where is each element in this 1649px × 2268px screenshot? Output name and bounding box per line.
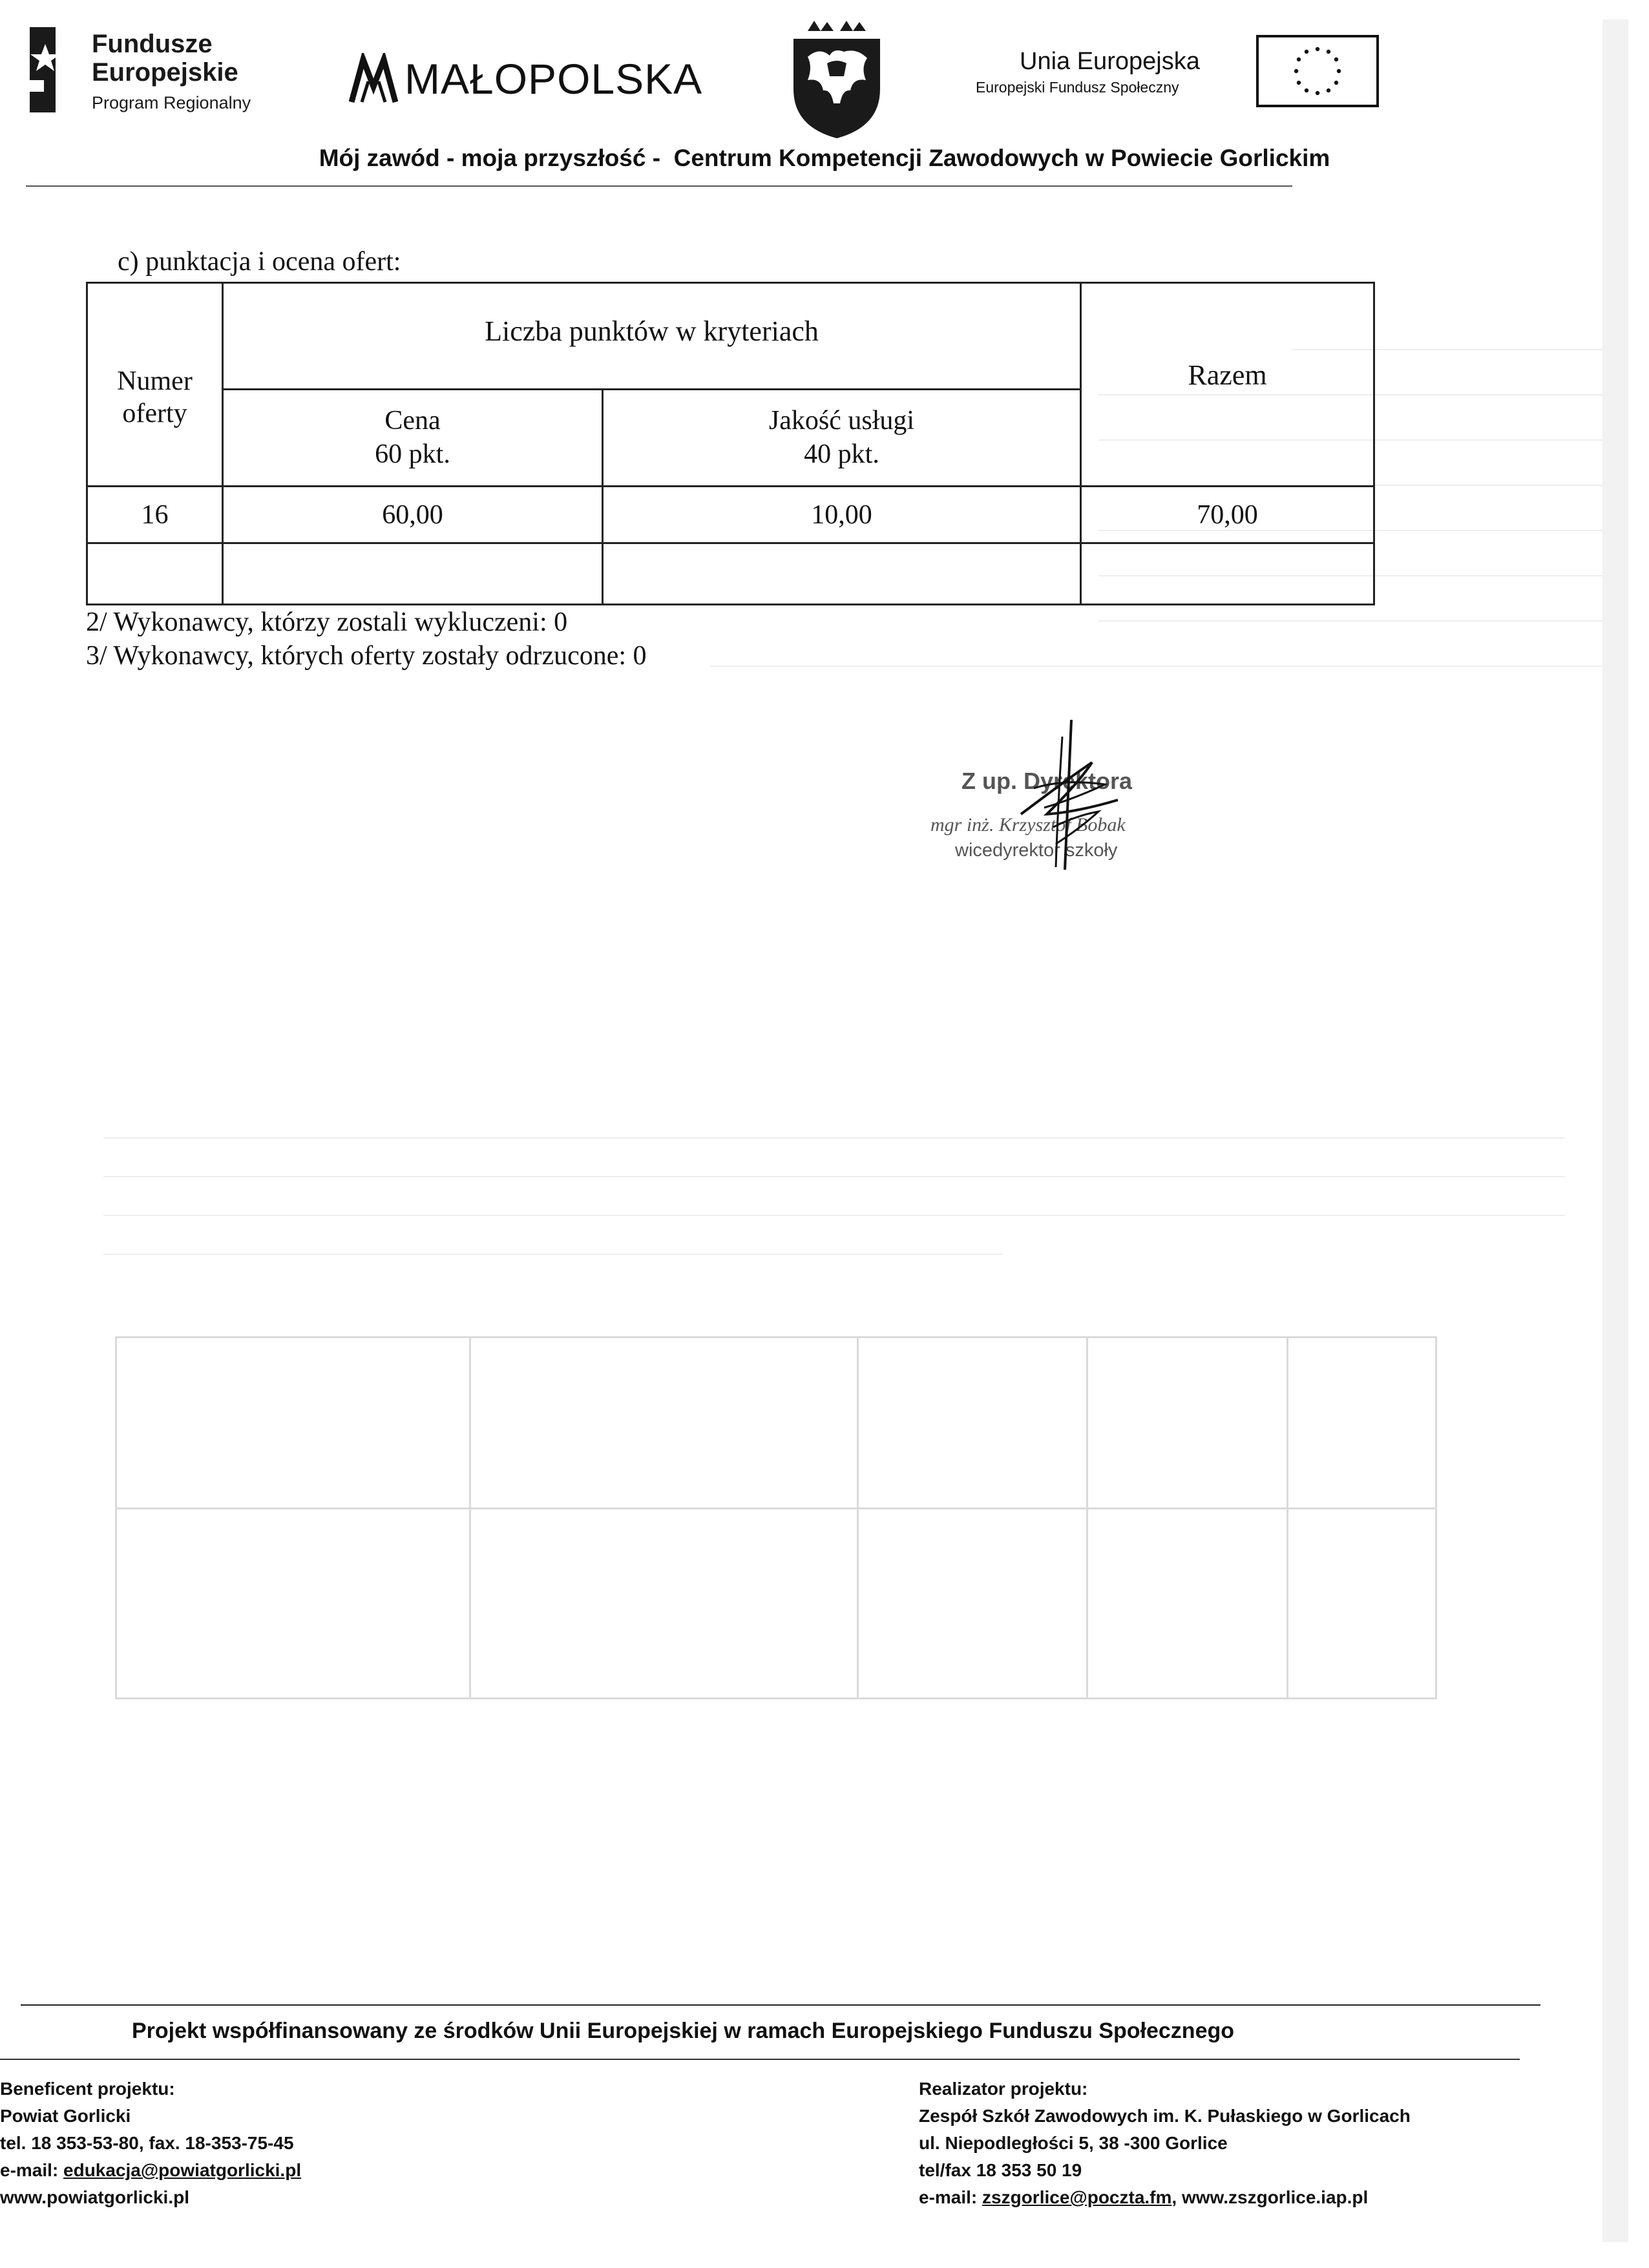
stamp-line2: mgr inż. Krzysztof Bobak — [930, 814, 1126, 835]
footer-rule-bottom — [0, 2059, 1520, 2060]
header-price-weight: 60 pkt. — [375, 439, 450, 469]
fe-line2: Europejskie — [92, 58, 238, 87]
fe-line3: Program Regionalny — [92, 93, 251, 112]
beneficiary-name: Powiat Gorlicki — [0, 2106, 131, 2126]
realizer-web[interactable]: , www.zszgorlice.iap.pl — [1171, 2187, 1369, 2207]
fundusze-europejskie-logo — [26, 25, 330, 121]
header-quality-weight: 40 pkt. — [804, 439, 879, 469]
table-row-empty — [87, 543, 1374, 605]
scan-edge-shadow — [1602, 19, 1628, 2242]
realizer-phone: tel/fax 18 353 50 19 — [919, 2160, 1082, 2180]
ue-subtitle: Europejski Fundusz Społeczny — [976, 79, 1179, 96]
ghost-table-outline — [115, 1336, 1437, 1699]
stamp-line1: Z up. Dyrektora — [961, 768, 1133, 794]
beneficiary-phone: tel. 18 353-53-80, fax. 18-353-75-45 — [0, 2133, 294, 2153]
scores-table — [86, 282, 1375, 605]
header-quality-label: Jakość usługi — [768, 406, 915, 436]
header-offer-number: Numer oferty — [87, 283, 223, 487]
rejected-offers: 3/ Wykonawcy, których oferty zostały odrzucone: 0 — [86, 641, 647, 671]
realizer-name: Zespół Szkół Zawodowych im. K. Pułaskiego w Gorlicach — [919, 2106, 1411, 2126]
header-quality — [603, 390, 1081, 487]
fe-star-icon — [26, 25, 65, 115]
malopolska-logo — [349, 52, 711, 110]
cofinance-statement: Projekt współfinansowany ze środków Unii Europejskiej w ramach Europejskiego Funduszu Społecznego — [132, 2019, 1235, 2043]
beneficiary-email-line: e-mail: edukacja@powiatgorlicki.pl — [0, 2160, 302, 2180]
realizer-label: Realizator projektu: — [919, 2079, 1088, 2099]
malopolska-wordmark: MAŁOPOLSKA — [404, 55, 703, 103]
header-price — [223, 390, 603, 487]
ue-title: Unia Europejska — [1020, 48, 1200, 75]
section-heading: c) punktacja i ocena ofert: — [118, 247, 401, 277]
coat-of-arms-eagle-icon — [788, 18, 885, 141]
realizer-email-link[interactable]: zszgorlice@poczta.fm — [982, 2187, 1172, 2207]
beneficiary-web[interactable]: www.powiatgorlicki.pl — [0, 2187, 189, 2207]
project-title: Mój zawód - moja przyszłość - Centrum Kompetencji Zawodowych w Powiecie Gorlickim — [319, 145, 1330, 171]
beneficiary-label: Beneficent projektu: — [0, 2079, 175, 2099]
cell-price: 60,00 — [223, 487, 603, 543]
table-row — [87, 487, 1374, 543]
handwritten-signature-icon — [1008, 717, 1137, 872]
realizer-contact-line: e-mail: zszgorlice@poczta.fm, www.zszgorlice.iap.pl — [919, 2187, 1369, 2207]
cell-quality: 10,00 — [603, 487, 1081, 543]
cell-offer: 16 — [87, 487, 223, 543]
malopolska-mark-icon — [349, 53, 398, 105]
beneficiary-email-link[interactable]: edukacja@powiatgorlicki.pl — [63, 2160, 302, 2180]
signature-stamp — [892, 717, 1254, 872]
header-criteria: Liczba punktów w kryteriach — [223, 283, 1081, 390]
realizer-block — [919, 2075, 1411, 2211]
realizer-address: ul. Niepodległości 5, 38 -300 Gorlice — [919, 2133, 1228, 2153]
header-price-label: Cena — [384, 406, 441, 436]
excluded-contractors: 2/ Wykonawcy, którzy zostali wykluczeni: 0 — [86, 607, 568, 637]
fe-line1: Fundusze — [92, 30, 213, 58]
header-rule — [26, 185, 1292, 187]
stamp-line3: wicedyrektor szkoły — [955, 840, 1118, 861]
footer-rule-top — [21, 2004, 1540, 2006]
cell-total: 70,00 — [1081, 487, 1374, 543]
beneficiary-block — [0, 2075, 301, 2211]
header-total: Razem — [1081, 283, 1374, 487]
eu-flag-icon — [1256, 35, 1379, 107]
